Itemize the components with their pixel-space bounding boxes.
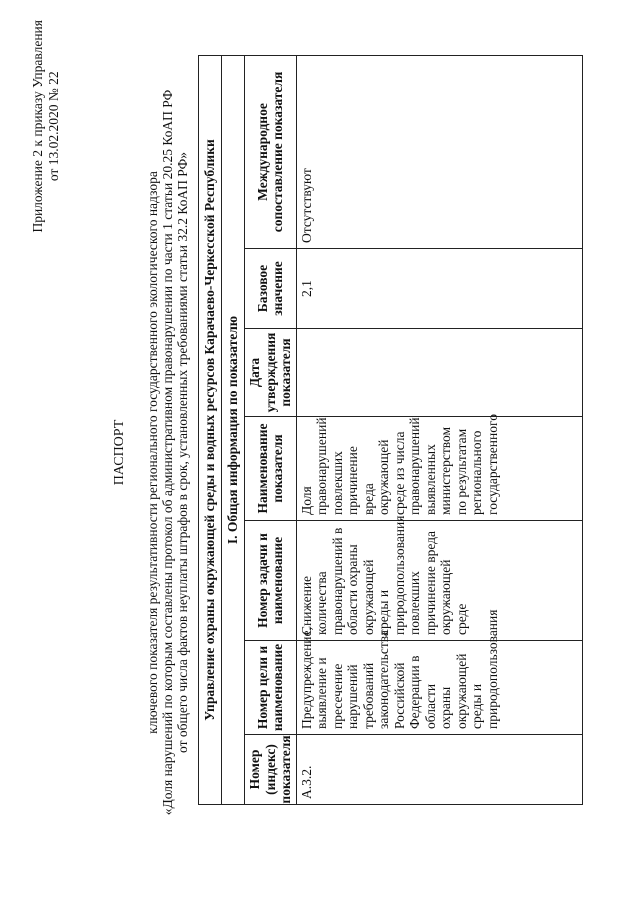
header-task: Номер задачи и наименование	[245, 520, 296, 640]
table-header-row	[245, 56, 297, 804]
header-indicator: Наименование показателя	[245, 416, 296, 520]
cell-international: Отсутствуют	[298, 168, 314, 243]
cell-goal: Предупреждение, выявление и пресечение нарушений требований законодательства Российской Федерации в области охраны окружающей среды и природопользования	[297, 640, 582, 734]
section-row: I. Общая информация по показателю	[225, 315, 240, 545]
appendix-line-2: от 13.02.2020 № 22	[46, 71, 61, 182]
cell-date	[297, 328, 582, 416]
header-index: Номер (индекс) показателя	[245, 734, 296, 804]
indicator-name-line-1: «Доля нарушений по которым составлены протокол об административном правонарушении по части 1 статьи 20.25 КоАП РФ	[160, 89, 175, 816]
header-goal: Номер цели и наименование	[245, 640, 296, 734]
subtitle-line: ключевого показателя результативности регионального государственного экологического надзора	[145, 171, 160, 734]
document-title: ПАСПОРТ	[112, 419, 127, 486]
indicator-name-line-2: от общего числа фактов неуплаты штрафов в срок, установленных требованиями статьи 32.2 КоАП РФ»	[175, 152, 190, 753]
appendix-note	[30, 20, 62, 233]
cell-base: 2,1	[297, 248, 582, 328]
table-row	[297, 56, 582, 804]
header-international: Международное сопоставление показателя	[254, 71, 286, 233]
header-base: Базовое значение	[245, 248, 296, 328]
appendix-line-1: Приложение 2 к приказу Управления	[30, 20, 45, 233]
passport-table	[198, 55, 583, 805]
document-subtitle	[145, 0, 190, 905]
organization-row: Управление охраны окружающей среды и водных ресурсов Карачаево-Черкесской Республики	[202, 139, 217, 721]
cell-task: Снижение количества правонарушений в области охраны окружающей среды и природопользования повлекших причинение вреда окружающей среде	[297, 520, 582, 640]
header-date: Дата утверждения показателя	[245, 328, 296, 416]
cell-indicator: Доля правонарушений повлекших причинение вреда окружающей среде из числа правонарушений выявленных министерством по результатам регионального государственного	[297, 416, 582, 520]
cell-index: А.3.2.	[297, 734, 582, 804]
